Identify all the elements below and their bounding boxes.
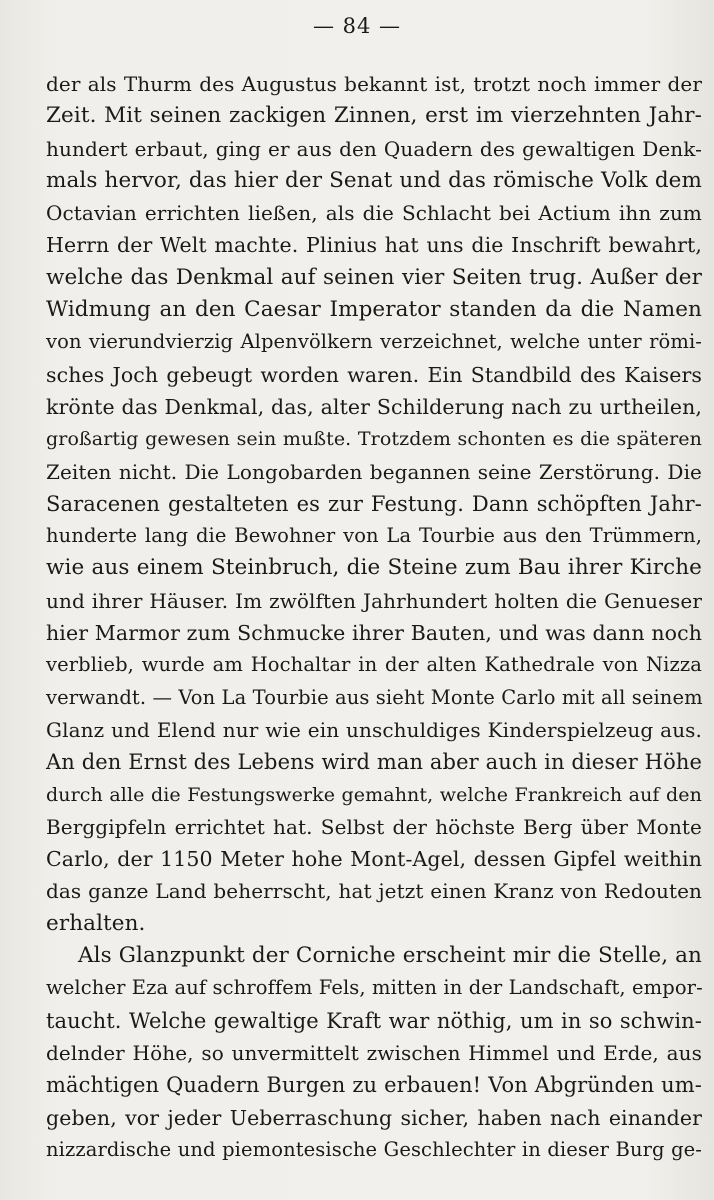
text-line: verwandt. — Von La Tourbie aus sieht Monte Carlo mit all seinem (46, 685, 703, 709)
text-line: hunderte lang die Bewohner von La Tourbie aus den Trümmern, (46, 524, 702, 548)
text-line: hier Marmor zum Schmucke ihrer Bauten, und was dann noch (46, 621, 702, 646)
text-line: Herrn der Welt machte. Plinius hat uns die Inschrift bewahrt, (46, 233, 702, 258)
text-line: geben, vor jeder Ueberraschung sicher, haben nach einander (46, 1105, 702, 1130)
text-line: großartig gewesen sein mußte. Trotzdem schonten es die späteren (46, 428, 702, 451)
text-line: nizzardische und piemontesische Geschlechter in dieser Burg ge- (46, 1137, 702, 1161)
text-line: welche das Denkmal auf seinen vier Seiten trug. Außer der (46, 264, 702, 290)
text-line: Carlo, der 1150 Meter hohe Mont-Agel, dessen Gipfel weithin (46, 847, 702, 872)
text-line: mächtigen Quadern Burgen zu erbauen! Von Abgründen um- (46, 1073, 702, 1098)
text-line: sches Joch gebeugt worden waren. Ein Standbild des Kaisers (46, 362, 702, 387)
page-number: — 84 — (312, 14, 402, 38)
text-line: hundert erbaut, ging er aus den Quadern des gewaltigen Denk- (46, 136, 702, 161)
paragraph-start-line: Als Glanzpunkt der Corniche erscheint mir die Stelle, an (78, 943, 702, 969)
text-line: und ihrer Häuser. Im zwölften Jahrhundert holten die Genueser (46, 588, 702, 613)
text-line: der als Thurm des Augustus bekannt ist, trotzt noch immer der (46, 72, 702, 96)
text-line: Zeiten nicht. Die Longobarden begannen seine Zerstörung. Die (46, 459, 702, 484)
paragraph-end-line: erhalten. (46, 910, 146, 936)
text-line: von vierundvierzig Alpenvölkern verzeichnet, welche unter römi- (46, 330, 702, 354)
text-line: An den Ernst des Lebens wird man aber auch in dieser Höhe (46, 750, 702, 775)
text-line: Zeit. Mit seinen zackigen Zinnen, erst im vierzehnten Jahr- (46, 103, 702, 129)
text-line: Octavian errichten ließen, als die Schlacht bei Actium ihn zum (46, 201, 702, 226)
text-line: krönte das Denkmal, das, alter Schilderung nach zu urtheilen, (46, 394, 702, 419)
text-line: taucht. Welche gewaltige Kraft war nöthig, um in so schwin- (46, 1008, 702, 1033)
text-line: durch alle die Festungswerke gemahnt, welche Frankreich auf den (46, 783, 702, 806)
text-line: wie aus einem Steinbruch, die Steine zum Bau ihrer Kirche (46, 555, 702, 581)
text-line: das ganze Land beherrscht, hat jetzt einen Kranz von Redouten (46, 879, 702, 904)
text-line: verblieb, wurde am Hochaltar in der alten Kathedrale von Nizza (46, 653, 702, 677)
text-line: delnder Höhe, so unvermittelt zwischen Himmel und Erde, aus (46, 1040, 702, 1065)
text-line: Berggipfeln errichtet hat. Selbst der höchste Berg über Monte (46, 814, 702, 839)
text-line: mals hervor, das hier der Senat und das römische Volk dem (46, 167, 702, 193)
text-line: Saracenen gestalteten es zur Festung. Dann schöpften Jahr- (46, 491, 702, 516)
body-text (46, 68, 702, 1166)
text-line: Widmung an den Caesar Imperator standen da die Namen (46, 297, 702, 323)
text-line: welcher Eza auf schroffem Fels, mitten in der Landschaft, empor- (46, 976, 703, 1000)
text-line: Glanz und Elend nur wie ein unschuldiges Kinderspielzeug aus. (46, 717, 702, 742)
